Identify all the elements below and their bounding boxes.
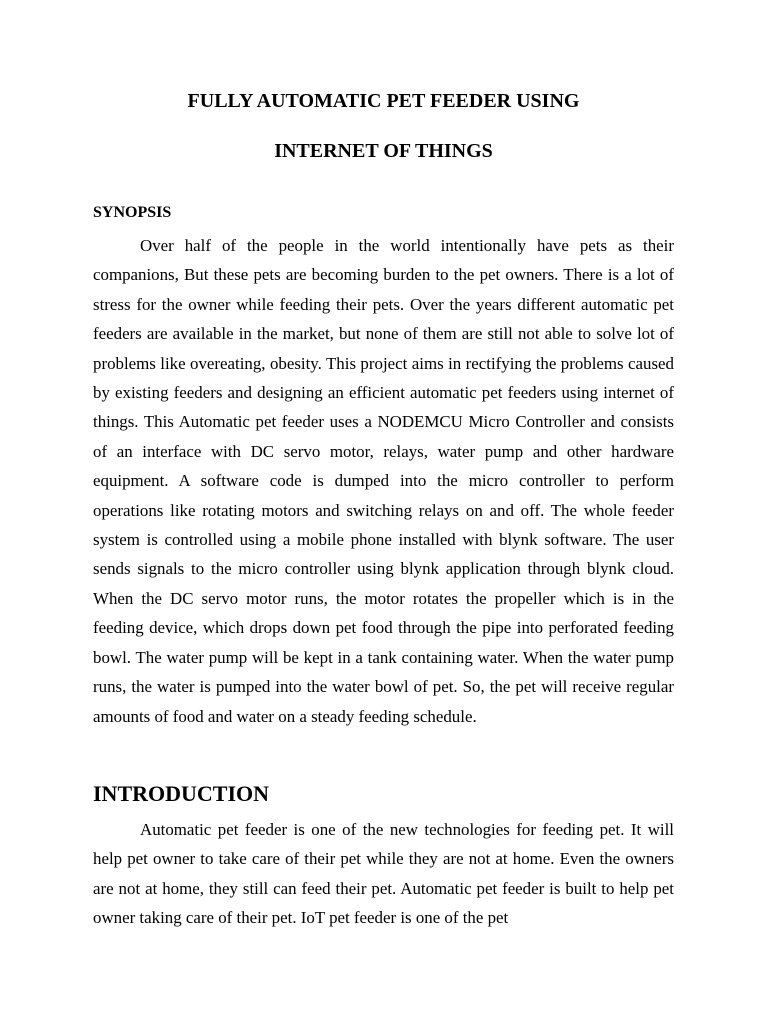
introduction-heading: INTRODUCTION xyxy=(93,781,270,806)
introduction-paragraph: Automatic pet feeder is one of the new technologies for feeding pet. It will help pet owner to take care of their pet while they are not at home. Even the owners are not at home, they still can feed their pet. Automatic pet feeder is built to help pet owner taking care of their pet. IoT pet feeder is one of the pet xyxy=(93,820,674,928)
synopsis-label: SYNOPSIS xyxy=(93,204,172,221)
document-title-line-2: INTERNET OF THINGS xyxy=(274,140,493,162)
document-title-line-1: FULLY AUTOMATIC PET FEEDER USING xyxy=(187,90,580,112)
synopsis-paragraph: Over half of the people in the world intentionally have pets as their companions, But these pets are becoming burden to the pet owners. There is a lot of stress for the owner while feeding their pets. Over the years different automatic pet feeders are available in the market, but none of them are still not able to solve lot of problems like overeating, obesity. This project aims in rectifying the problems caused by existing feeders and designing an efficient automatic pet feeders using internet of things. This Automatic pet feeder uses a NODEMCU Micro Controller and consists of an interface with DC servo motor, relays, water pump and other hardware equipment. A software code is dumped into the micro controller to perform operations like rotating motors and switching relays on and off. The whole feeder system is controlled using a mobile phone installed with blynk software. The user sends signals to the micro controller using blynk application through blynk cloud. When the DC servo motor runs, the motor rotates the propeller which is in the feeding device, which drops down pet food through the pipe into perforated feeding bowl. The water pump will be kept in a tank containing water. When the water pump runs, the water is pumped into the water bowl of pet. So, the pet will receive regular amounts of food and water on a steady feeding schedule. xyxy=(93,236,674,726)
